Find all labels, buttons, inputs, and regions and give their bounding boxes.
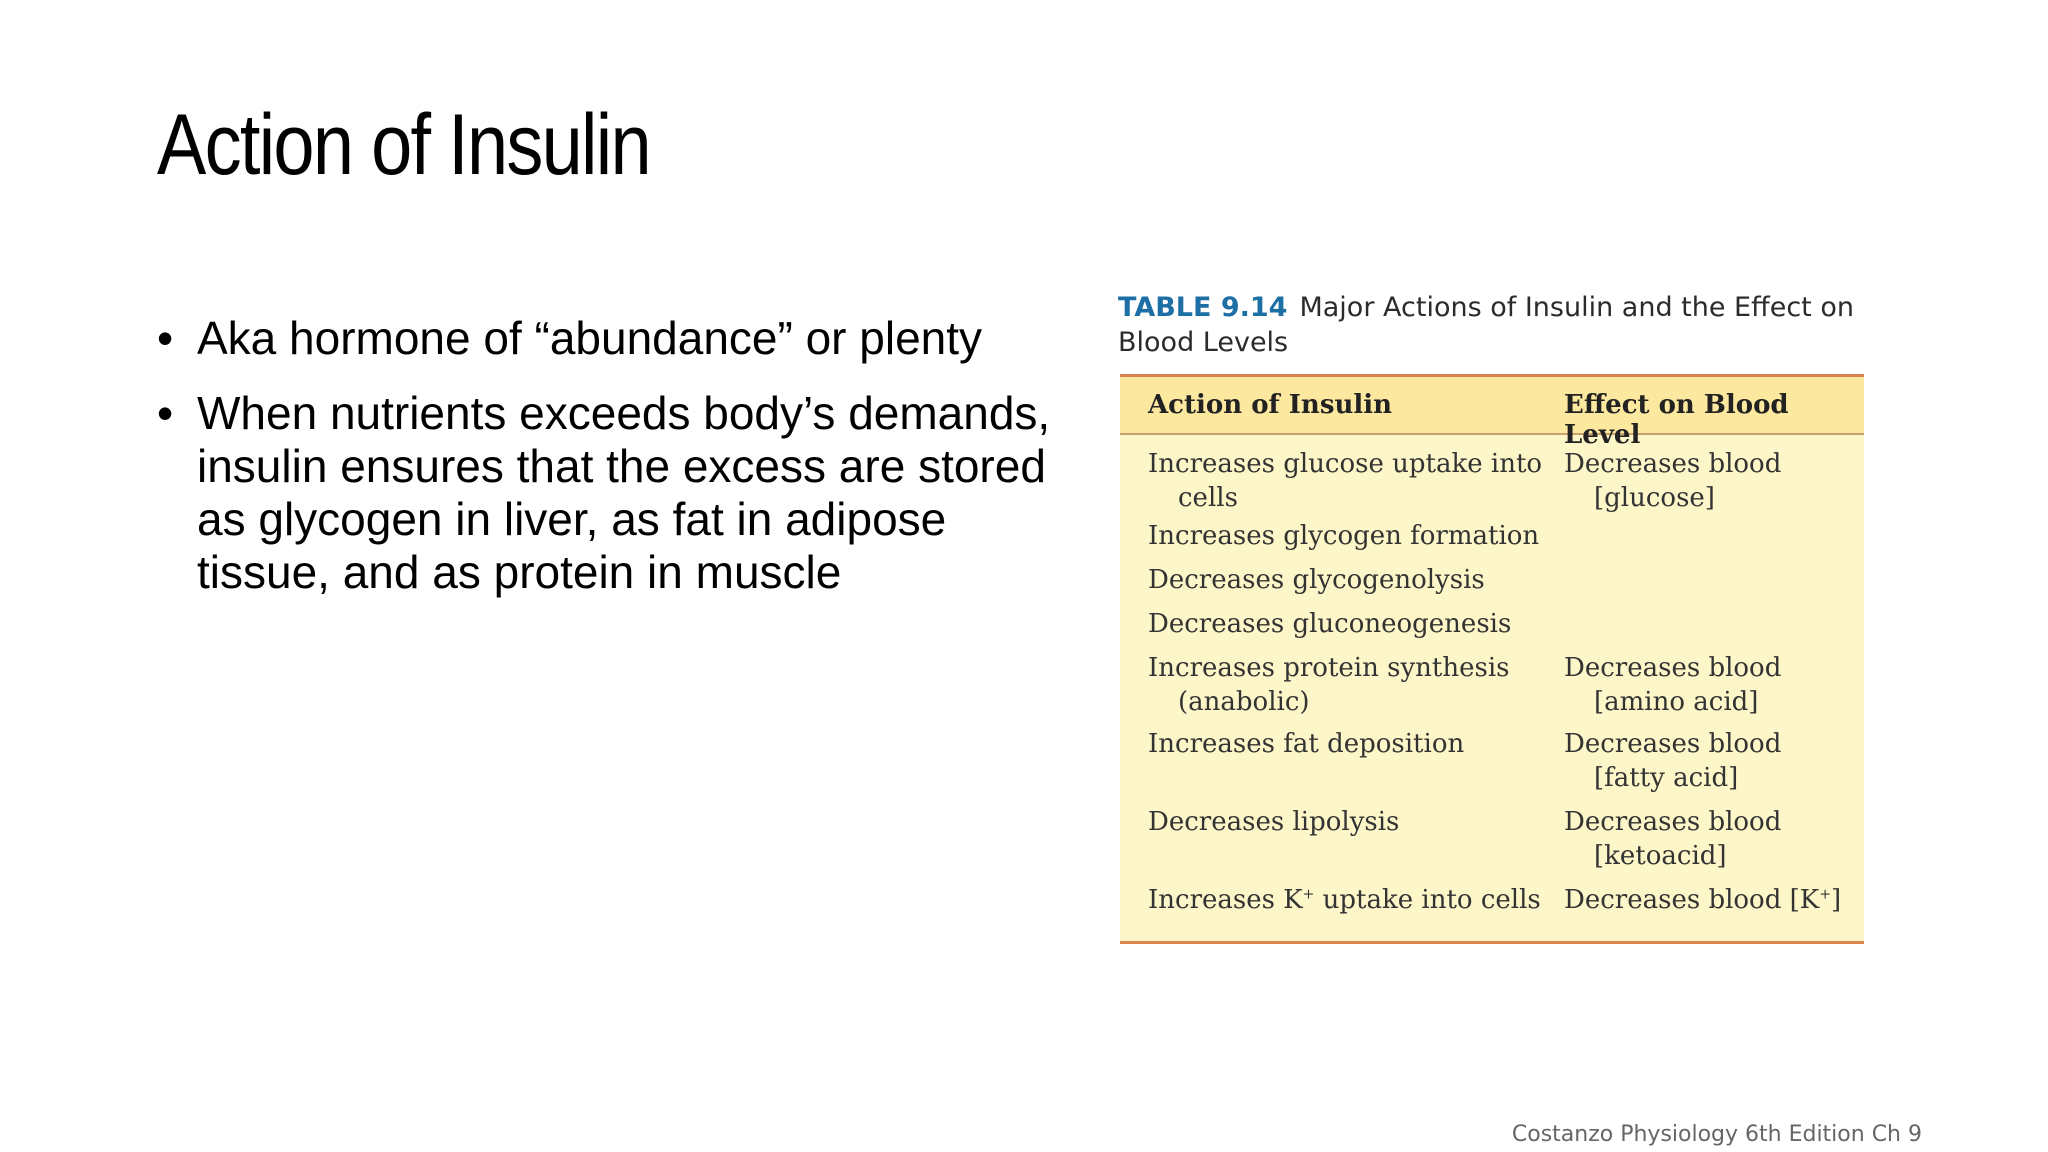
action-cell [1148,727,1548,761]
action-text: Increases K [1148,885,1303,915]
effect-text: Decreases blood [1564,807,1782,837]
effect-text-cont: [glucose] [1594,483,1715,513]
effect-text-cont: [amino acid] [1594,687,1759,717]
bullet-item [157,387,1057,599]
action-text: Increases protein synthesis [1148,653,1510,683]
action-cell [1148,447,1548,515]
effect-cell [1564,883,1854,917]
superscript-plus: + [1302,886,1315,903]
action-text: Increases glucose uptake into [1148,449,1543,479]
action-text-cont: cells [1178,483,1238,513]
action-cell [1148,563,1548,597]
effect-text: Decreases blood [1564,653,1782,683]
effect-cell [1564,805,1854,873]
slide-title: Action of Insulin [157,97,650,193]
action-cell [1148,607,1548,641]
action-text: Decreases gluconeogenesis [1148,609,1512,639]
bullet-text: When nutrients exceeds body’s demands, insulin ensures that the excess are stored as glycogen in liver, as fat in adipose tissue, and as protein in muscle [197,387,1051,598]
source-footer: Costanzo Physiology 6th Edition Ch 9 [1511,1122,1922,1147]
column-header-effect: Effect on Blood Level [1564,390,1789,450]
table-label: TABLE 9.14 [1118,292,1288,323]
action-text: uptake into cells [1314,885,1541,915]
effect-text: Decreases blood [K [1564,885,1820,915]
bullet-list [157,312,1057,621]
table-header-row [1120,377,1864,450]
insulin-actions-table [1120,374,1864,944]
table-caption [1118,290,1878,360]
action-text-cont: (anabolic) [1178,687,1310,717]
action-text: Increases glycogen formation [1148,521,1540,551]
action-cell [1148,651,1548,719]
bullet-text: Aka hormone of “abundance” or plenty [197,312,983,364]
effect-text: Decreases blood [1564,449,1782,479]
effect-text: ] [1830,885,1842,915]
bullet-dot-icon: • [157,387,174,439]
superscript-plus: + [1819,886,1831,903]
action-text: Decreases glycogenolysis [1148,565,1485,595]
action-text: Increases fat deposition [1148,729,1465,759]
action-cell [1148,519,1548,553]
effect-text: Decreases blood [1564,729,1782,759]
effect-cell [1564,727,1854,795]
effect-text-cont: [ketoacid] [1594,841,1727,871]
column-header-action: Action of Insulin [1148,390,1393,420]
effect-text-cont: [fatty acid] [1594,763,1739,793]
effect-cell [1564,651,1854,719]
action-cell [1148,805,1548,839]
bullet-dot-icon: • [157,312,174,364]
table-caption-text: Major Actions of Insulin and the Effect on Blood Levels [1118,292,1854,358]
bullet-item [157,312,1057,365]
action-cell [1148,883,1548,917]
effect-cell [1564,447,1854,515]
action-text: Decreases lipolysis [1148,807,1400,837]
